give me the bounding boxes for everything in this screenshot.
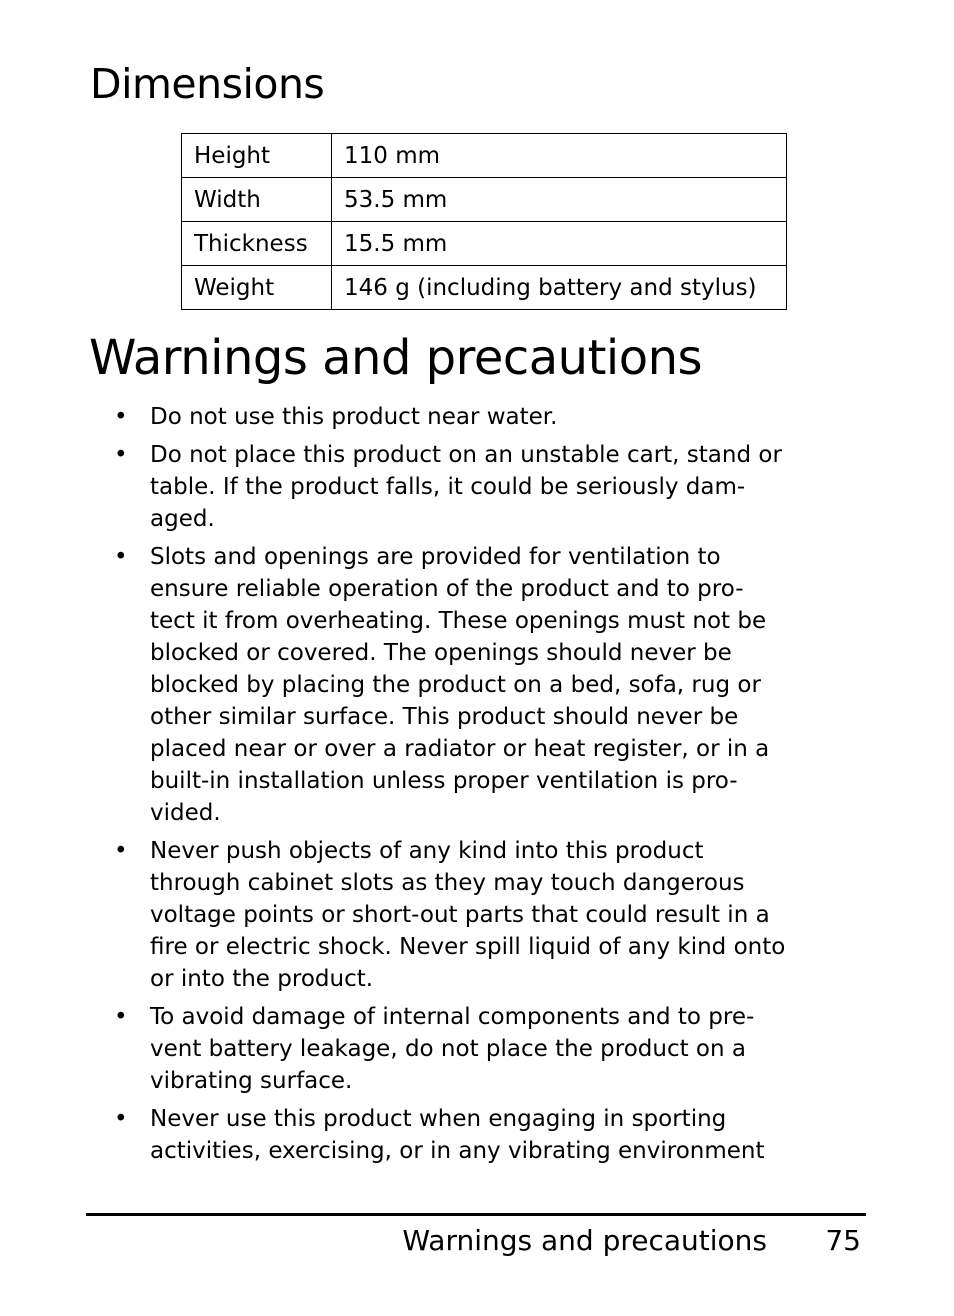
text-line: activities, exercising, or in any vibrating environment [150, 1138, 765, 1164]
warnings-list [0, 401, 800, 1173]
text-line: blocked by placing the product on a bed, sofa, rug or [150, 672, 761, 698]
dimension-label: Height [182, 134, 332, 178]
page-number: 75 [825, 1224, 861, 1257]
dimension-value: 110 mm [332, 134, 787, 178]
dimension-label: Width [182, 178, 332, 222]
dimension-value: 146 g (including battery and stylus) [332, 266, 787, 310]
text-line: other similar surface. This product should never be [150, 704, 739, 730]
text-line: ensure reliable operation of the product and to pro- [150, 576, 744, 602]
table-row [182, 178, 787, 222]
list-item [0, 541, 800, 829]
list-item [0, 1103, 800, 1167]
text-line: Never push objects of any kind into this product [150, 838, 704, 864]
text-line: vibrating surface. [150, 1068, 353, 1094]
text-line: voltage points or short-out parts that could result in a [150, 902, 770, 928]
bullet-icon: • [114, 838, 128, 864]
dimension-value: 53.5 mm [332, 178, 787, 222]
bullet-icon: • [114, 1004, 128, 1030]
text-line: blocked or covered. The openings should never be [150, 640, 732, 666]
text-line: table. If the product falls, it could be seriously dam- [150, 474, 746, 500]
list-item [0, 439, 800, 535]
text-line: Never use this product when engaging in sporting [150, 1106, 727, 1132]
table-row [182, 134, 787, 178]
dimensions-table [181, 133, 787, 310]
footer-section-title: Warnings and precautions [402, 1224, 767, 1257]
text-line: vided. [150, 800, 221, 826]
dimension-label: Thickness [182, 222, 332, 266]
text-line: built-in installation unless proper ventilation is pro- [150, 768, 738, 794]
text-line: placed near or over a radiator or heat register, or in a [150, 736, 770, 762]
bullet-icon: • [114, 1106, 128, 1132]
bullet-icon: • [114, 404, 128, 430]
table-row [182, 222, 787, 266]
list-item [0, 835, 800, 995]
text-line: aged. [150, 506, 215, 532]
footer-divider [86, 1213, 866, 1216]
text-line: or into the product. [150, 966, 374, 992]
text-line: Do not use this product near water. [150, 404, 558, 430]
text-line: vent battery leakage, do not place the product on a [150, 1036, 746, 1062]
text-line: Slots and openings are provided for ventilation to [150, 544, 721, 570]
dimensions-heading: Dimensions [90, 60, 325, 108]
text-line: To avoid damage of internal components and to pre- [150, 1004, 755, 1030]
dimension-label: Weight [182, 266, 332, 310]
text-line: through cabinet slots as they may touch dangerous [150, 870, 745, 896]
list-item [0, 401, 800, 433]
text-line: Do not place this product on an unstable cart, stand or [150, 442, 782, 468]
text-line: fire or electric shock. Never spill liquid of any kind onto [150, 934, 786, 960]
list-item [0, 1001, 800, 1097]
bullet-icon: • [114, 442, 128, 468]
dimension-value: 15.5 mm [332, 222, 787, 266]
warnings-heading: Warnings and precautions [89, 330, 703, 386]
text-line: tect it from overheating. These openings must not be [150, 608, 767, 634]
table-row [182, 266, 787, 310]
bullet-icon: • [114, 544, 128, 570]
